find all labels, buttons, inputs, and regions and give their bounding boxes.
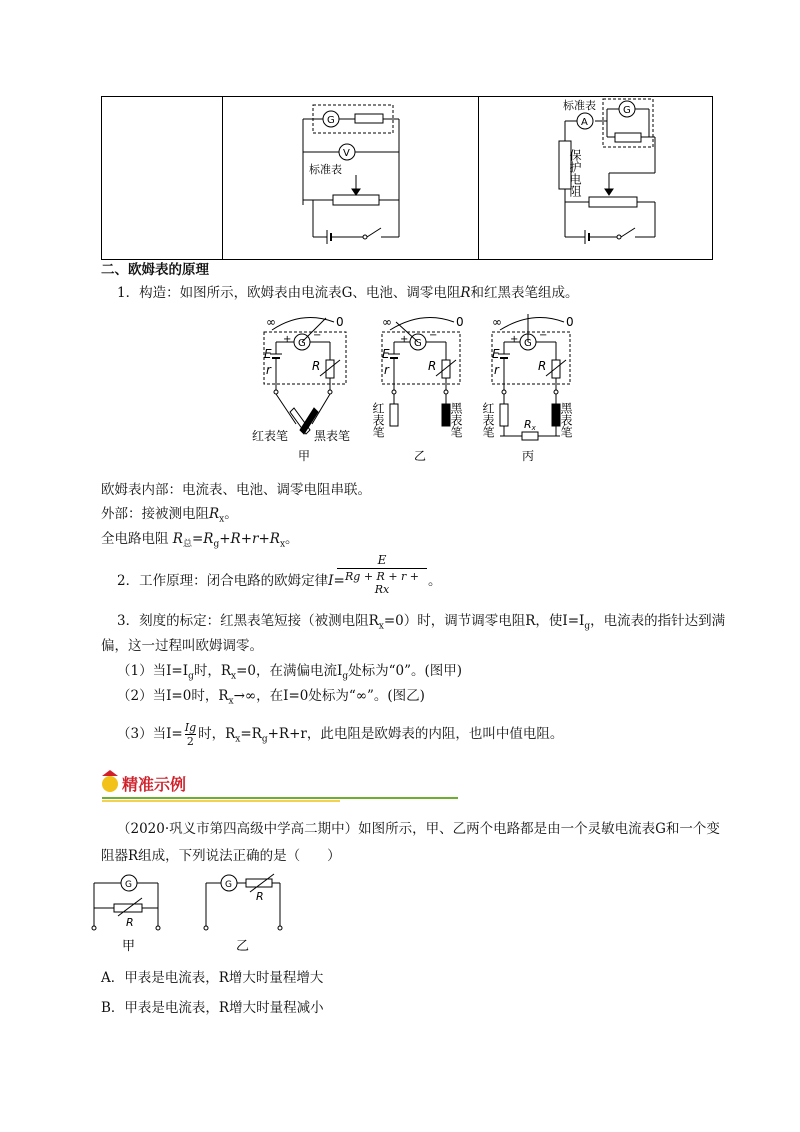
fraction xyxy=(337,553,427,596)
zero-label-c: 0 xyxy=(566,315,574,329)
outer-end: 。 xyxy=(224,506,238,522)
caption-yi: 乙 xyxy=(414,449,427,463)
fraction-denominator: Rg + R + r + Rx xyxy=(337,568,427,596)
g-label: G xyxy=(623,105,631,116)
total-pre: 全电路电阻 xyxy=(101,531,169,547)
inf-label-a: ∞ xyxy=(266,315,276,329)
item-1: （1）当$I=I_g$时，$R_x=0$，在满偏电流$I_g$处标为“0”。(图甲) xyxy=(117,663,463,682)
rr-label-c: R xyxy=(538,359,547,373)
para1-r: R xyxy=(460,285,471,301)
std-meter-label: 标准表 xyxy=(309,163,342,176)
q-caption-jia: 甲 xyxy=(122,939,136,954)
total-x: x xyxy=(279,539,286,550)
minus-label-b: − xyxy=(429,330,438,341)
section-title: 二、欧姆表的原理 xyxy=(101,262,209,278)
red-pen-label-b: 红表笔 xyxy=(371,402,385,438)
e-label-b: E xyxy=(382,347,390,361)
ammeter-calibration-circuit xyxy=(479,97,712,255)
g-label-b: G xyxy=(414,338,422,349)
black-pen-label: 黑表笔 xyxy=(314,429,351,443)
para-construction xyxy=(117,281,579,301)
table-cell-voltmeter-circuit xyxy=(223,97,479,260)
plus-label-a: + xyxy=(283,334,292,345)
banner-title: 精准示例 xyxy=(122,775,187,794)
caption-bing: 丙 xyxy=(522,449,535,463)
ohmmeter-figure xyxy=(250,308,590,466)
q-g1: G xyxy=(125,880,132,890)
std-meter-label: 标准表 xyxy=(563,99,596,112)
question-line-1: （2020·巩义市第四高级中学高二期中）如图所示，甲、乙两个电路都是由一个灵敏电流表G和一个变 xyxy=(117,821,720,837)
voltmeter-calibration-circuit xyxy=(223,97,478,255)
caption-jia: 甲 xyxy=(298,449,311,463)
para1-end: 和红黑表笔组成。 xyxy=(470,285,579,301)
total-sub: 总 xyxy=(182,539,192,550)
plus-label-b: + xyxy=(400,334,409,345)
inf-label-b: ∞ xyxy=(382,315,392,329)
r-label-a: r xyxy=(266,363,271,377)
circuit-table xyxy=(101,96,713,260)
g-label-a: G xyxy=(298,338,306,349)
q-r2: R xyxy=(256,890,264,903)
outer-r: R xyxy=(209,506,220,522)
item-2: （2）当I=0时，$R_x\to\infty$，在I=0处标为“∞”。(图乙) xyxy=(117,688,425,707)
r-label-b: r xyxy=(384,363,389,377)
black-pen-label-b: 黑表笔 xyxy=(449,402,463,438)
para2-pre: 2．工作原理：闭合电路的欧姆定律 xyxy=(117,573,329,589)
black-pen-label-c: 黑表笔 xyxy=(559,402,573,438)
plus-label-c: + xyxy=(510,334,519,345)
inner-text: 欧姆表内部：电流表、电池、调零电阻串联。 xyxy=(101,482,371,498)
fraction-numerator: E xyxy=(377,553,387,567)
table-cell-empty xyxy=(102,97,223,260)
g-label-c: G xyxy=(524,338,532,349)
zero-label-b: 0 xyxy=(456,315,464,329)
mascot-icon xyxy=(102,776,118,792)
example-banner xyxy=(100,768,460,802)
para1-text: 1．构造：如图所示，欧姆表由电流表G、电池、调零电阻 xyxy=(117,285,461,301)
option-a[interactable]: A．甲表是电流表，R增大时量程增大 xyxy=(101,970,324,986)
total-r: R xyxy=(172,531,183,547)
outer-pre: 外部：接被测电阻 xyxy=(101,506,209,522)
question-line-2: 阻器R组成，下列说法正确的是（ ） xyxy=(101,848,341,864)
red-pen-label-c: 红表笔 xyxy=(481,402,495,438)
a-label: A xyxy=(581,117,588,128)
g-label: G xyxy=(327,115,335,126)
total-plus: +R+r+R xyxy=(219,531,280,547)
total-rg-sub: g xyxy=(213,539,220,550)
para2-end: 。 xyxy=(428,573,442,589)
q-g2: G xyxy=(225,880,232,890)
q-caption-yi: 乙 xyxy=(236,939,250,954)
para-principle xyxy=(117,569,345,589)
total-end: 。 xyxy=(285,531,299,547)
zero-label-a: 0 xyxy=(336,315,344,329)
rx-label: Rx xyxy=(524,418,536,432)
q-r1: R xyxy=(126,916,134,929)
rr-label-b: R xyxy=(428,359,437,373)
item3-denominator: 2 xyxy=(185,734,196,748)
red-pen-label: 红表笔 xyxy=(252,429,289,443)
outer-text xyxy=(101,502,238,525)
total-resistance xyxy=(101,527,299,550)
item3-numerator: Ig xyxy=(184,721,197,734)
total-rg: R xyxy=(203,531,214,547)
question-circuits xyxy=(86,868,316,956)
e-label-a: E xyxy=(264,347,272,361)
protect-resistor-label: 保护电阻 xyxy=(568,149,582,197)
option-b[interactable]: B．甲表是电流表，R增大时量程减小 xyxy=(101,1000,324,1016)
item-3: （3）当I= $\frac{Ig}{2}$ 时，$R_x=R_g+R+r$，此电阻是欧姆表的内阻，也叫中值电阻。 xyxy=(117,721,564,748)
minus-label-c: − xyxy=(539,330,548,341)
para-calibration-1: 3．刻度的标定：红黑表笔短接（被测电阻$R_x=0$）时，调节调零电阻R，使$I=I_g$，电流表的指针达到满 xyxy=(117,613,726,632)
inf-label-c: ∞ xyxy=(492,315,502,329)
e-label-c: E xyxy=(492,347,500,361)
rr-label-a: R xyxy=(312,359,321,373)
table-cell-ammeter-circuit xyxy=(479,97,713,260)
total-eq: = xyxy=(191,531,204,547)
para-calibration-2: 偏，这一过程叫欧姆调零。 xyxy=(101,638,263,654)
r-label-c: r xyxy=(494,363,499,377)
v-label: V xyxy=(343,148,350,159)
outer-sub: x xyxy=(219,514,225,525)
minus-label-a: − xyxy=(313,330,322,341)
para2-i: I xyxy=(328,573,334,589)
para2-eq: = xyxy=(333,573,345,589)
